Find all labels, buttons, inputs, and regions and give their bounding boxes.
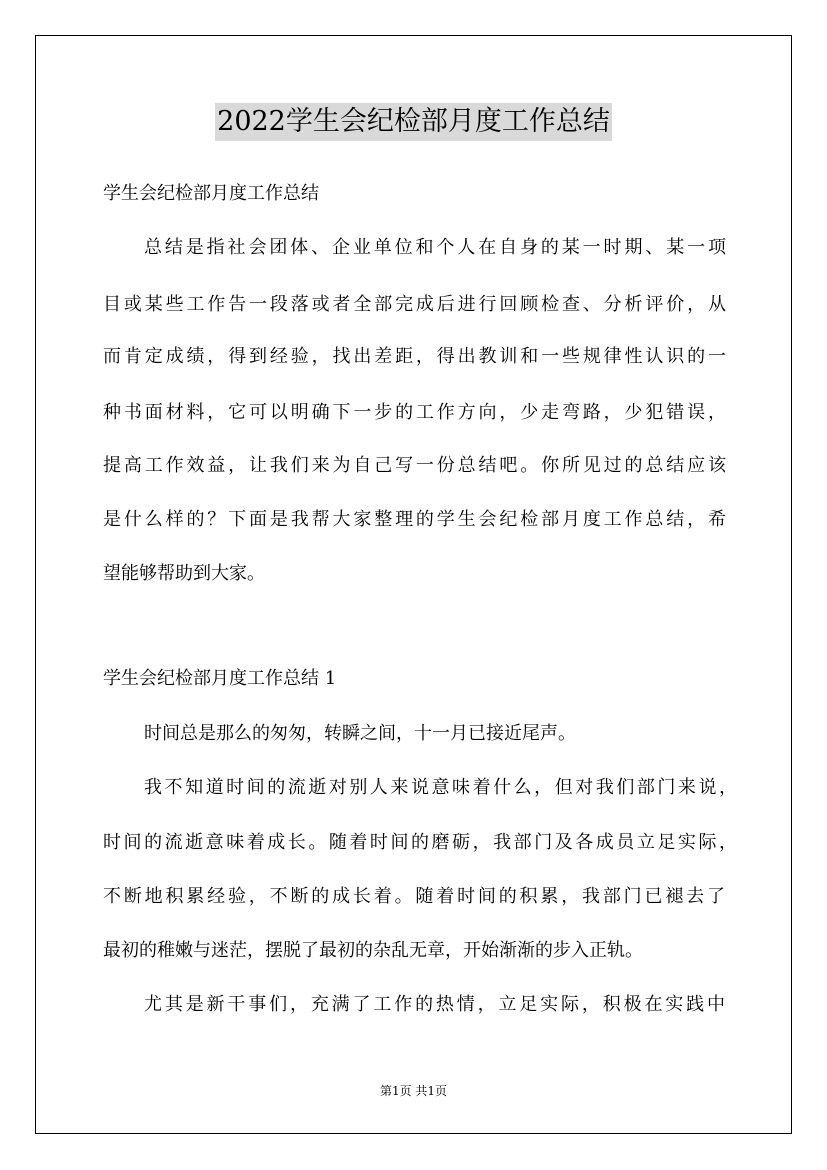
paragraph-line: 我不知道时间的流逝对别人来说意味着什么，但对我们部门来说，: [144, 777, 737, 798]
intro-line: 而肯定成绩，得到经验，找出差距，得出教训和一些规律性认识的一: [103, 346, 726, 367]
intro-line: 提高工作效益，让我们来为自己写一份总结吧。你所见过的总结应该: [103, 455, 726, 476]
page-footer: 第1页 共1页: [379, 1084, 448, 1098]
paragraph-line: 尤其是新干事们，充满了工作的热情，立足实际，积极在实践中: [144, 994, 725, 1015]
intro-line: 望能够帮助到大家。: [103, 563, 265, 584]
paragraph-line: 不断地积累经验，不断的成长着。随着时间的积累，我部门已褪去了: [103, 886, 725, 907]
paragraph-line: 时间的流逝意味着成长。随着时间的磨砺，我部门及各成员立足实际，: [103, 832, 737, 853]
intro-line: 目或某些工作告一段落或者全部完成后进行回顾检查、分析评价，从: [103, 294, 726, 315]
intro-line: 总结是指社会团体、企业单位和个人在自身的某一时期、某一项: [144, 237, 726, 258]
document-subtitle: 学生会纪检部月度工作总结: [103, 183, 319, 204]
section-heading: 学生会纪检部月度工作总结 1: [103, 668, 337, 689]
title-container: [0, 103, 827, 141]
document-title: 2022学生会纪检部月度工作总结: [215, 103, 612, 141]
paragraph-line: 时间总是那么的匆匆，转瞬之间，十一月已接近尾声。: [144, 723, 576, 744]
paragraph-line: 最初的稚嫩与迷茫，摆脱了最初的杂乱无章，开始渐渐的步入正轨。: [103, 940, 643, 961]
intro-line: 是什么样的？下面是我帮大家整理的学生会纪检部月度工作总结，希: [103, 509, 726, 530]
intro-line: 种书面材料，它可以明确下一步的工作方向，少走弯路，少犯错误，: [103, 402, 726, 423]
